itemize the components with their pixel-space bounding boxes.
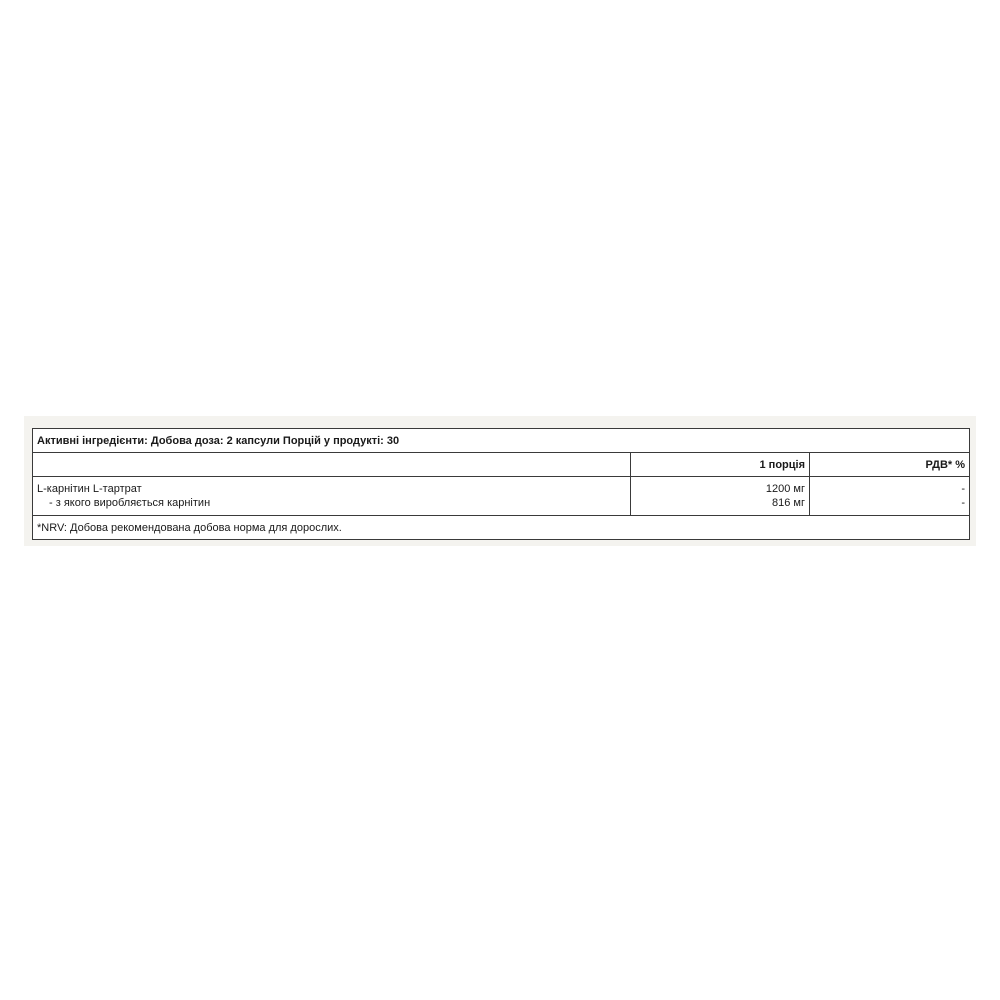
ingredient-rdv: - — [961, 483, 966, 495]
header-rdv: РДВ* % — [810, 453, 970, 477]
rdv-cell — [810, 477, 970, 516]
table-title: Активні інгредієнти: Добова доза: 2 капсули Порцій у продукті: 30 — [33, 429, 970, 453]
sub-ingredient-name: - з якого виробляється карнітин — [49, 497, 211, 509]
footnote: *NRV: Добова рекомендована добова норма для дорослих. — [33, 516, 970, 540]
sub-ingredient-amount: 816 мг — [772, 497, 805, 509]
header-ingredient — [33, 453, 631, 477]
sub-ingredient-rdv: - — [961, 497, 966, 509]
ingredient-amount: 1200 мг — [765, 483, 805, 495]
ingredient-cell — [33, 477, 631, 516]
footnote-row — [33, 516, 970, 540]
table-title-row — [33, 429, 970, 453]
table-row — [33, 477, 970, 516]
amount-cell — [631, 477, 810, 516]
header-serving: 1 порція — [631, 453, 810, 477]
table-header-row — [33, 453, 970, 477]
nutrition-table — [32, 428, 970, 540]
ingredient-name: L-карнітин L-тартрат — [37, 483, 142, 495]
